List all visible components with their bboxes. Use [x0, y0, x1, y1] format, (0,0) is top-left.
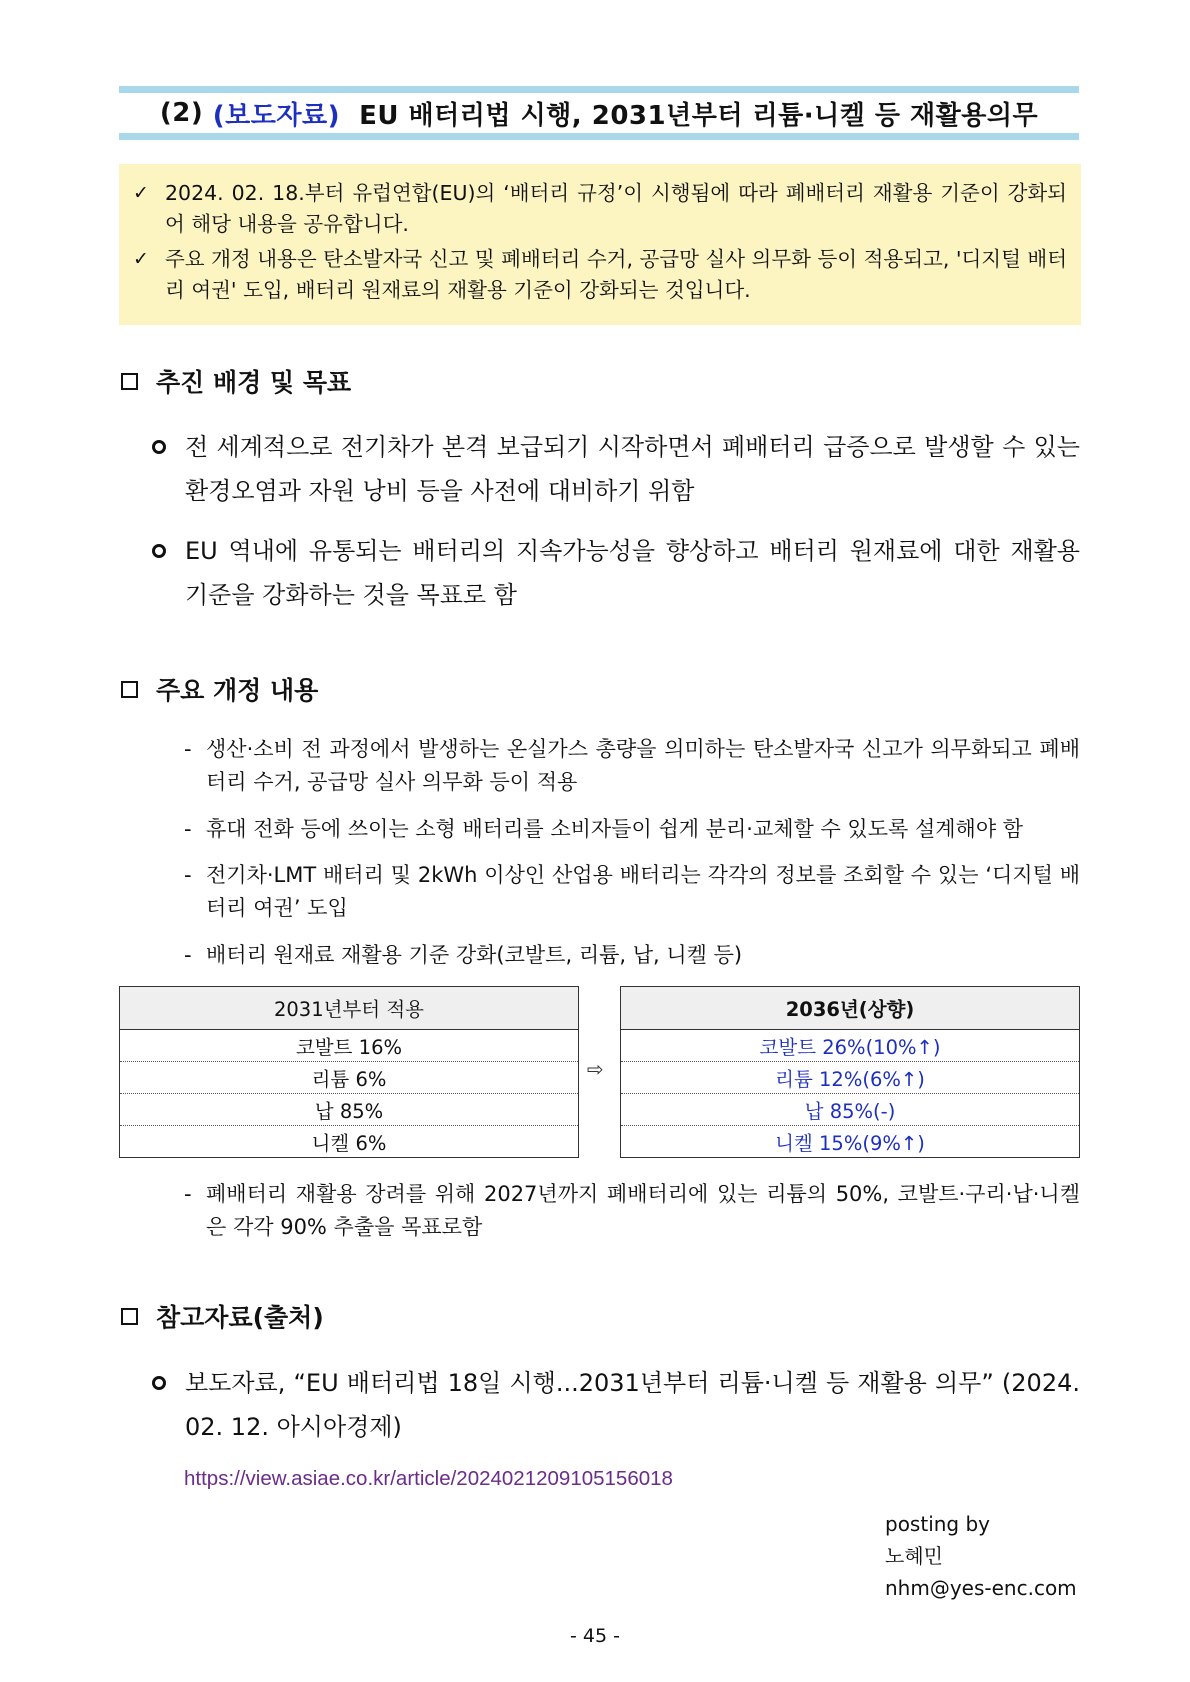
- table-cell: 니켈 6%: [120, 1126, 579, 1158]
- table-cell: 코발트 16%: [120, 1030, 579, 1062]
- reference-text: 보도자료, “EU 배터리법 18일 시행...2031년부터 리튬·니켈 등 재활용 의무” (2024. 02. 12. 아시아경제): [185, 1369, 1080, 1441]
- bullet-item: [152, 425, 1080, 513]
- page-number: - 45 -: [570, 1625, 620, 1647]
- change-text: 폐배터리 재활용 장려를 위해 2027년까지 폐배터리에 있는 리튬의 50%, 코발트·구리·납·니켈은 각각 90% 추출을 목표로함: [206, 1182, 1080, 1239]
- check-icon: ✓: [133, 248, 149, 270]
- table-cell: 리튬 6%: [120, 1062, 579, 1094]
- check-icon: ✓: [133, 182, 149, 204]
- posting-email: nhm@yes-enc.com: [885, 1576, 1077, 1600]
- right-arrow-icon: ⇨: [587, 1057, 604, 1081]
- posting-label: posting by: [885, 1512, 991, 1536]
- page-title: [119, 86, 1079, 140]
- section-heading-background: [121, 363, 351, 399]
- bullet-text: 전 세계적으로 전기차가 본격 보급되기 시작하면서 폐배터리 급증으로 발생할 수 있는 환경오염과 자원 낭비 등을 사전에 대비하기 위함: [185, 433, 1080, 505]
- reference-link[interactable]: https://view.asiae.co.kr/article/2024021209105156018: [184, 1467, 673, 1490]
- summary-text: 주요 개정 내용은 탄소발자국 신고 및 폐배터리 수거, 공급망 실사 의무화 등이 적용되고, '디지털 배터리 여권' 도입, 배터리 원재료의 재활용 기준이 강화되는 것입니다.: [165, 247, 1068, 302]
- table-cell: 코발트 26%(10%↑): [621, 1030, 1080, 1062]
- table-cell: 납 85%(-): [621, 1094, 1080, 1126]
- section-heading-reference: [121, 1298, 324, 1334]
- table-cell: 납 85%: [120, 1094, 579, 1126]
- square-bullet-icon: [121, 373, 138, 390]
- change-text: 전기차·LMT 배터리 및 2kWh 이상인 산업용 배터리는 각각의 정보를 조회할 수 있는 ‘디지털 배터리 여권’ 도입: [206, 863, 1080, 920]
- summary-item: [133, 178, 1067, 240]
- reference-item: [152, 1361, 1080, 1449]
- table-header: 2031년부터 적용: [120, 987, 579, 1030]
- summary-text: 2024. 02. 18.부터 유럽연합(EU)의 ‘배터리 규정’이 시행됨에 따라 폐배터리 재활용 기준이 강화되어 해당 내용을 공유합니다.: [165, 181, 1067, 236]
- table-cell: 리튬 12%(6%↑): [621, 1062, 1080, 1094]
- circle-bullet-icon: [152, 1376, 166, 1390]
- table-2031: [119, 986, 579, 1158]
- title-number: (2): [159, 98, 204, 128]
- table-cell: 니켈 15%(9%↑): [621, 1126, 1080, 1158]
- posting-info: [885, 1508, 1077, 1604]
- summary-box: [119, 164, 1081, 325]
- change-item: - 배터리 원재료 재활용 기준 강화(코발트, 리튬, 납, 니켈 등): [184, 939, 1080, 972]
- table-header: 2036년(상향): [621, 987, 1080, 1030]
- bullet-item: [152, 529, 1080, 617]
- change-item: - 생산·소비 전 과정에서 발생하는 온실가스 총량을 의미하는 탄소발자국 신고가 의무화되고 폐배터리 수거, 공급망 실사 의무화 등이 적용: [184, 733, 1080, 799]
- title-tag: (보도자료): [212, 100, 341, 131]
- square-bullet-icon: [121, 681, 138, 698]
- title-text: EU 배터리법 시행, 2031년부터 리튬·니켈 등 재활용의무: [359, 100, 1039, 131]
- change-item: - 휴대 전화 등에 쓰이는 소형 배터리를 소비자들이 쉽게 분리·교체할 수 있도록 설계해야 함: [184, 813, 1080, 846]
- change-text: 휴대 전화 등에 쓰이는 소형 배터리를 소비자들이 쉽게 분리·교체할 수 있도록 설계해야 함: [206, 817, 1024, 841]
- change-text: 생산·소비 전 과정에서 발생하는 온실가스 총량을 의미하는 탄소발자국 신고가 의무화되고 폐배터리 수거, 공급망 실사 의무화 등이 적용: [206, 737, 1080, 794]
- table-2036: [620, 986, 1080, 1158]
- bullet-text: EU 역내에 유통되는 배터리의 지속가능성을 향상하고 배터리 원재료에 대한 재활용 기준을 강화하는 것을 목표로 함: [185, 537, 1080, 609]
- circle-bullet-icon: [152, 440, 166, 454]
- change-item: - 전기차·LMT 배터리 및 2kWh 이상인 산업용 배터리는 각각의 정보를 조회할 수 있는 ‘디지털 배터리 여권’ 도입: [184, 859, 1080, 925]
- section-heading-text: 참고자료(출처): [156, 1303, 324, 1332]
- change-text: 배터리 원재료 재활용 기준 강화(코발트, 리튬, 납, 니켈 등): [206, 943, 743, 967]
- change-item: - 폐배터리 재활용 장려를 위해 2027년까지 폐배터리에 있는 리튬의 50%, 코발트·구리·납·니켈은 각각 90% 추출을 목표로함: [184, 1178, 1080, 1244]
- circle-bullet-icon: [152, 544, 166, 558]
- summary-item: [133, 244, 1067, 306]
- section-heading-text: 추진 배경 및 목표: [156, 368, 352, 397]
- square-bullet-icon: [121, 1308, 138, 1325]
- section-heading-text: 주요 개정 내용: [156, 676, 319, 705]
- section-heading-changes: [121, 671, 318, 707]
- posting-name: 노혜민: [885, 1544, 943, 1568]
